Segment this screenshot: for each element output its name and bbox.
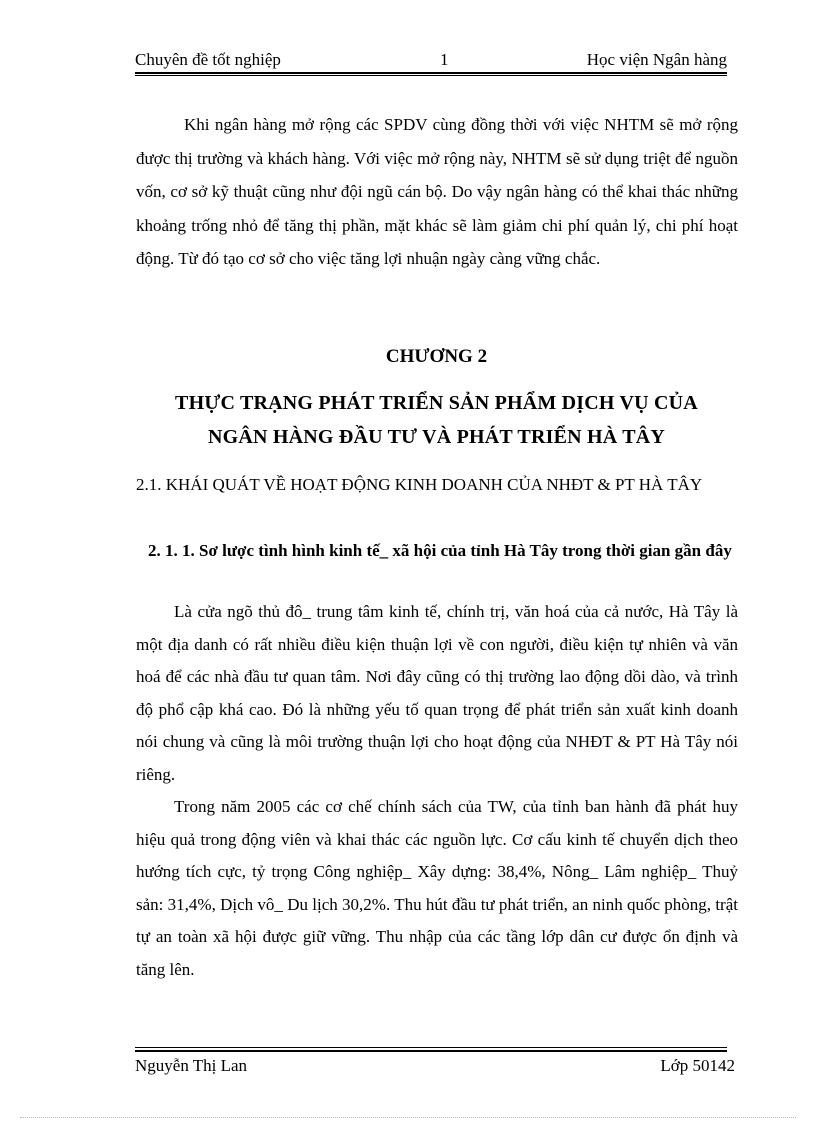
- header-document-type: Chuyên đề tốt nghiệp: [135, 50, 281, 69]
- paragraph-2005-policy: Trong năm 2005 các cơ chế chính sách của TW, của tỉnh ban hành đã phát huy hiệu quả trong động viên và khai thác các nguồn lực. Cơ cấu kinh tế chuyển dịch theo hướng tích cực, tỷ trọng Công nghiệp_ Xây dựng: 38,4%, Nông_ Lâm nghiệp_ Thuỷ sản: 31,4%, Dịch vô_ Du lịch 30,2%. Thu hút đầu tư phát triển, an ninh quốc phòng, trật tự an toàn xã hội được giữ vững. Thu nhập của các tầng lớp dân cư được ổn định và tăng lên.: [136, 797, 738, 979]
- paragraph-economy-overview: Là cửa ngõ thủ đô_ trung tâm kinh tế, chính trị, văn hoá của cả nước, Hà Tây là một địa danh có rất nhiều điều kiện thuận lợi về con người, điều kiện tự nhiên và văn hoá để các nhà đầu tư quan tâm. Nơi đây cũng có thị trường lao động dồi dào, và trình độ phổ cập khá cao. Đó là những yếu tố quan trọng để phát triển sản xuất kinh doanh nói chung và cũng là môi trường thuận lợi cho hoạt động của NHĐT & PT Hà Tây nói riêng.: [136, 602, 738, 784]
- subsection-heading: 2. 1. 1. Sơ lược tình hình kinh tế_ xã hội của tỉnh Hà Tây trong thời gian gần đây: [148, 541, 732, 560]
- header-rule-thin: [135, 75, 727, 76]
- footer-rule-thick: [135, 1050, 727, 1052]
- footer-class: Lớp 50142: [660, 1056, 735, 1075]
- page-boundary-line: [20, 1117, 796, 1118]
- chapter-title-line-1: THỰC TRẠNG PHÁT TRIỂN SẢN PHẨM DỊCH VỤ CỦA: [175, 392, 698, 414]
- header-institution: Học viện Ngân hàng: [586, 50, 727, 69]
- page-header: [135, 48, 727, 74]
- section-heading: 2.1. KHÁI QUÁT VỀ HOẠT ĐỘNG KINH DOANH CỦA NHĐT & PT HÀ TÂY: [136, 475, 703, 494]
- footer-rule-thin: [135, 1047, 727, 1048]
- chapter-title-line-2: NGÂN HÀNG ĐẦU TƯ VÀ PHÁT TRIỂN HÀ TÂY: [207, 426, 666, 448]
- intro-paragraph: Khi ngân hàng mở rộng các SPDV cùng đồng thời với việc NHTM sẽ mở rộng được thị trường và khách hàng. Với việc mở rộng này, NHTM sẽ sử dụng triệt để nguồn vốn, cơ sở kỹ thuật cũng như đội ngũ cán bộ. Do vậy ngân hàng có thể khai thác những khoảng trống nhỏ để tăng thị phần, mặt khác sẽ làm giảm chi phí quản lý, chi phí hoạt động. Từ đó tạo cơ sở cho việc tăng lợi nhuận ngày càng vững chắc.: [136, 115, 738, 268]
- page-footer: [135, 1054, 735, 1080]
- footer-author: Nguyễn Thị Lan: [135, 1056, 248, 1075]
- header-page-number: 1: [440, 50, 449, 69]
- chapter-label: CHƯƠNG 2: [385, 346, 488, 367]
- chapter-title: [135, 386, 738, 454]
- header-rule-thick: [135, 72, 727, 74]
